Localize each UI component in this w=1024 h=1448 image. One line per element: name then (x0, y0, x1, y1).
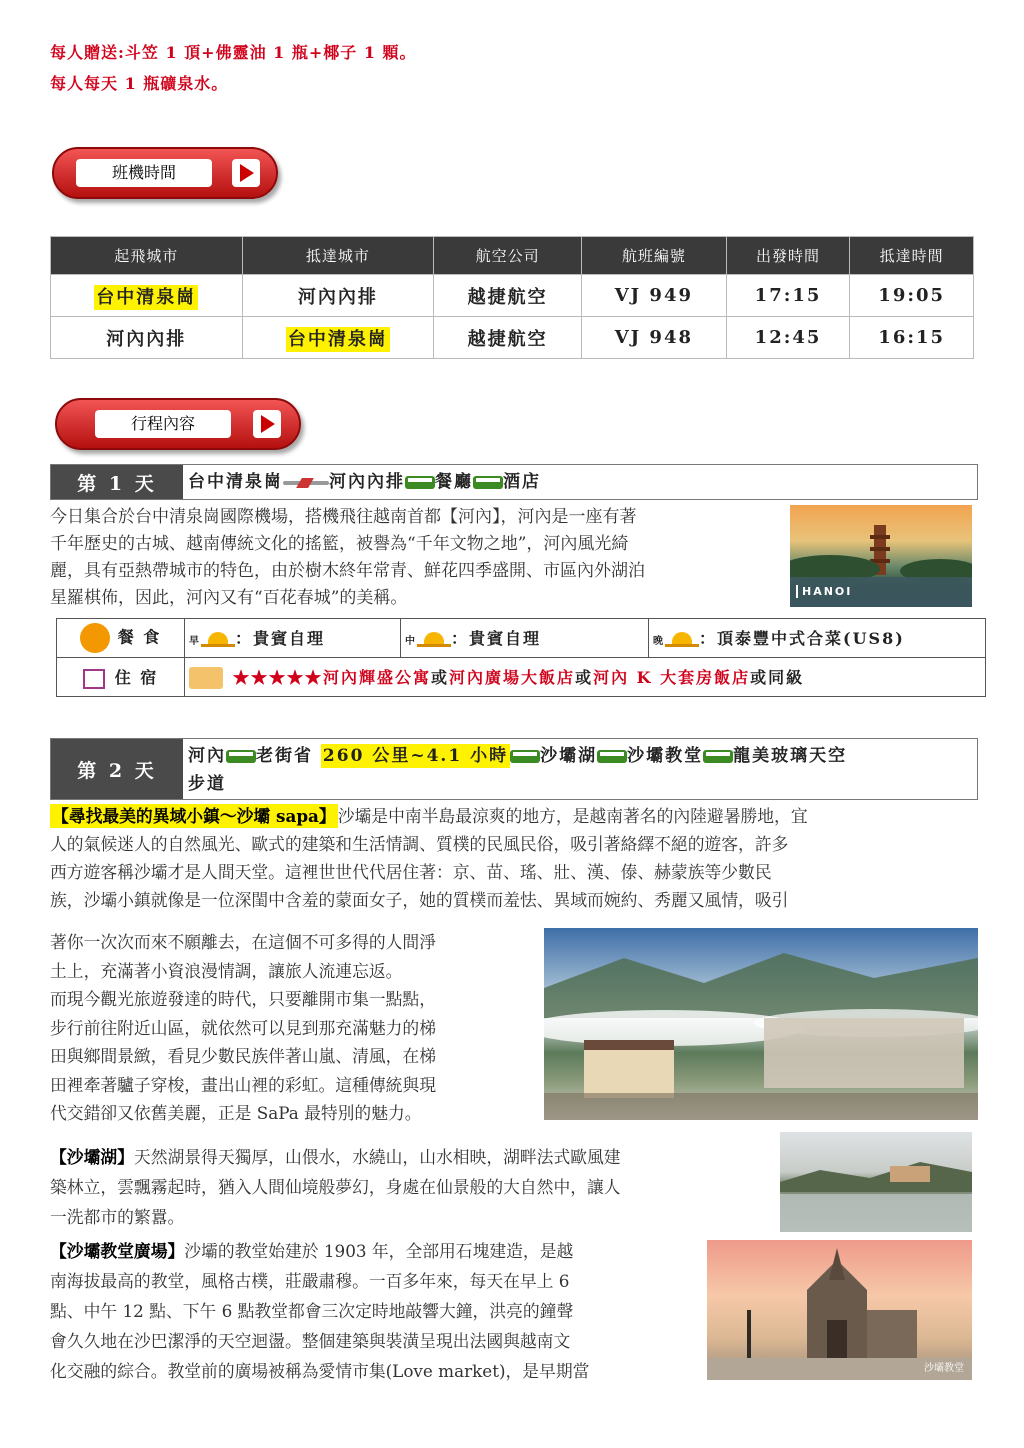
text-fragment: 天然湖景得天獨厚，山偎水，水繞山，山水相映，湖畔法式歐風建 (133, 1147, 621, 1167)
table-row (51, 275, 974, 317)
text-line: 點、中午 12 點、下午 6 點教堂都會三次定時地敲響大鐘，洪亮的鐘聲 (50, 1301, 574, 1321)
text-line: 而現今觀光旅遊發達的時代，只要離開市集一點點， (50, 989, 436, 1009)
sapa-lake-photo (780, 1132, 972, 1232)
text-line (50, 802, 970, 830)
day1-meals-table (56, 618, 986, 697)
house-icon (83, 669, 105, 689)
route-stop: 酒店 (503, 472, 541, 492)
text-line: 西方遊客稱沙壩才是人間天堂。這裡世世代代居住著：京、苗、瑤、壯、漢、傣、赫蒙族等少數民 (50, 862, 772, 882)
meal-tag: 中 (405, 635, 417, 647)
breakfast: ：貴賓自理 (235, 628, 326, 648)
bed-icon (189, 667, 223, 689)
hotel-option: 河內 K 大套房飯店 (593, 667, 751, 687)
dinner: ：頂泰豐中式合菜(US8) (699, 628, 905, 648)
route-stop: 老街省 (256, 746, 313, 766)
day2-label: 第 2 天 (51, 739, 183, 799)
lodging-row (57, 658, 986, 697)
route-stop: 步道 (188, 774, 226, 794)
sapa-lake-text (50, 1142, 760, 1232)
text-line: 一洗都市的繁囂。 (50, 1207, 185, 1227)
text-fragment: 沙壩的教堂始建於 1903 年，全部用石塊建造，是越 (184, 1241, 574, 1261)
sun-glasses-icon (417, 628, 451, 650)
bus-icon (226, 750, 256, 763)
sapa-town-drawing (544, 928, 978, 1120)
airline: 越捷航空 (434, 317, 582, 359)
departure-city: 台中清泉崗 (96, 286, 197, 308)
flight-number: VJ 948 (581, 317, 726, 359)
text-line: 今日集合於台中清泉崗國際機場，搭機飛往越南首都【河內】，河內是一座有著 (50, 507, 637, 527)
gift-line-1: 每人贈送:斗笠 1 頂+佛靈油 1 瓶+椰子 1 顆。 (50, 43, 417, 62)
text-line: 步行前往附近山區，就依然可以見到那充滿魅力的梯 (50, 1017, 436, 1038)
sapa-lake-drawing (780, 1132, 972, 1232)
bus-icon (703, 750, 733, 763)
bus-icon (510, 750, 540, 763)
day1-description (50, 504, 780, 612)
route-stop: 龍美玻璃天空 (733, 746, 848, 766)
departure-city: 河內內排 (51, 317, 243, 359)
text-line: 土上，充滿著小資浪漫情調，讓旅人流連忘返。 (50, 960, 403, 981)
text-line: 麗，具有亞熱帶城市的特色，由於樹木終年常青、鮮花四季盛開、市區內外湖泊 (50, 561, 645, 581)
meals-label: 餐 食 (117, 627, 162, 647)
flight-number: VJ 949 (581, 275, 726, 317)
hanoi-caption: HANOI (796, 585, 852, 598)
text-line: 南海拔最高的教堂，風格古樸，莊嚴肅穆。一百多年來，每天在早上 6 (50, 1271, 570, 1291)
lake-title: 【沙壩湖】 (50, 1147, 134, 1167)
bus-icon (405, 476, 435, 489)
text-line: 代交錯卻又依舊美麗，正是 SaPa 最特別的魅力。 (50, 1103, 422, 1123)
play-arrow-icon (232, 159, 260, 187)
text-line (50, 1236, 710, 1266)
flight-times-button[interactable] (52, 147, 278, 199)
or-text: 或 (575, 667, 594, 687)
departure-time: 17:15 (726, 275, 850, 317)
route-distance: 260 公里~4.1 小時 (322, 746, 509, 766)
route-stop: 台中清泉崗 (188, 472, 283, 492)
day1-label: 第 1 天 (51, 465, 183, 499)
col-header: 抵達時間 (850, 237, 974, 275)
bus-icon (473, 476, 503, 489)
text-line: 會久久地在沙巴潔淨的天空迴盪。整個建築與裝潢呈現出法國與越南文 (50, 1331, 571, 1351)
itinerary-label: 行程內容 (95, 410, 231, 438)
text-line: 化交融的綜合。教堂前的廣場被稱為愛情市集(Love market)，是早期當 (50, 1361, 590, 1381)
lodging-label: 住 宿 (114, 668, 159, 688)
gift-line-2: 每人每天 1 瓶礦泉水。 (50, 74, 229, 93)
arrival-city: 台中清泉崗 (287, 328, 388, 350)
route-stop: 沙壩湖 (540, 746, 598, 766)
sapa-title: 【尋找最美的異域小鎮～沙壩 sapa】 (52, 806, 336, 826)
route-stop: 河內 (188, 746, 226, 766)
col-header: 出發時間 (726, 237, 850, 275)
sapa-intro (50, 802, 970, 914)
airline: 越捷航空 (434, 275, 582, 317)
route-stop: 河內內排 (329, 472, 405, 492)
text-line: 星羅棋佈，因此，河內又有“百花春城”的美稱。 (50, 588, 408, 608)
arrival-time: 19:05 (850, 275, 974, 317)
text-line: 築林立，雲飄霧起時，猶入人間仙境般夢幻，身處在仙景般的大自然中，讓人 (50, 1177, 621, 1197)
arrival-city: 河內內排 (242, 275, 434, 317)
text-line: 田與鄉間景緻，看見少數民族伴著山嵐、清風，在梯 (50, 1046, 436, 1066)
table-row (51, 317, 974, 359)
lodging-tail: 或同級 (750, 667, 805, 687)
play-arrow-icon (253, 410, 281, 438)
church-caption: 沙壩教堂 (924, 1363, 964, 1374)
church-title: 【沙壩教堂廣場】 (50, 1241, 185, 1261)
sapa-church-text (50, 1236, 710, 1386)
arrival-time: 16:15 (850, 317, 974, 359)
text-line: 人的氣候迷人的自然風光、歐式的建築和生活情調、質樸的民風民俗，吸引著絡繹不絕的遊客，許多 (50, 834, 789, 854)
bus-icon (597, 750, 627, 763)
stars: ★★★★★ (233, 667, 324, 687)
itinerary-button[interactable] (55, 398, 301, 450)
hotel-option: 河內輝盛公寓 (323, 667, 432, 687)
sapa-continued (50, 928, 530, 1128)
day2-header (50, 738, 978, 800)
sunset-icon (665, 628, 699, 650)
col-header: 航空公司 (434, 237, 582, 275)
meal-tag: 早 (189, 635, 201, 647)
lunch: ：貴賓自理 (451, 628, 542, 648)
flight-times-label: 班機時間 (76, 159, 212, 187)
sapa-church-photo (707, 1240, 972, 1380)
text-line: 田裡牽著驢子穿梭，畫出山裡的彩虹。這種傳統與現 (50, 1074, 436, 1095)
hanoi-photo (790, 505, 972, 607)
day2-route (183, 739, 977, 799)
airplane-icon (283, 478, 329, 488)
sunrise-icon (201, 628, 235, 650)
hotel-option: 河內廣場大飯店 (449, 667, 576, 687)
day1-route (183, 465, 977, 499)
utensils-icon (80, 623, 110, 653)
text-line (50, 1142, 760, 1172)
departure-time: 12:45 (726, 317, 850, 359)
col-header: 抵達城市 (242, 237, 434, 275)
meals-row (57, 619, 986, 658)
text-line: 著你一次次而來不願離去，在這個不可多得的人間淨 (50, 932, 436, 952)
text-line: 千年歷史的古城、越南傳統文化的搖籃，被譽為“千年文物之地”，河內風光綺 (50, 534, 629, 554)
or-text: 或 (431, 667, 450, 687)
route-stop: 餐廳 (435, 472, 473, 492)
flight-table (50, 236, 974, 359)
col-header: 航班編號 (581, 237, 726, 275)
meal-tag: 晚 (653, 635, 665, 647)
route-stop: 沙壩教堂 (627, 746, 704, 766)
text-fragment: 沙壩是中南半島最涼爽的地方，是越南著名的內陸避暑勝地，宜 (337, 806, 808, 826)
sapa-town-photo (544, 928, 978, 1120)
text-line: 族，沙壩小鎮就像是一位深閨中含羞的蒙面女子，她的質樸而羞怯、異域而婉約、秀麗又風情，吸引 (50, 890, 789, 910)
day1-header (50, 464, 978, 500)
col-header: 起飛城市 (51, 237, 243, 275)
